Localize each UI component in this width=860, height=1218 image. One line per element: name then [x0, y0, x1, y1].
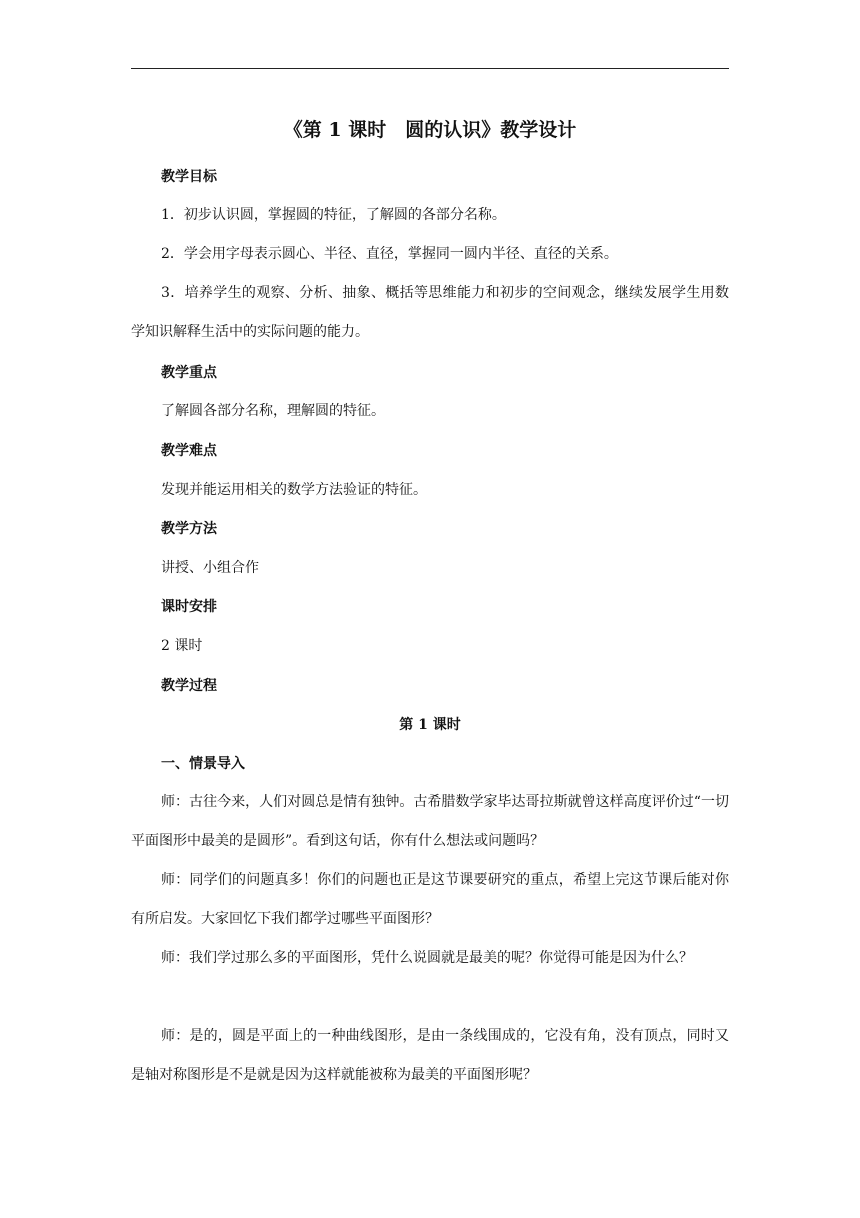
- schedule-heading: 课时安排: [161, 599, 217, 615]
- difficulty-heading: 教学难点: [161, 443, 217, 459]
- difficulty-text: 发现并能运用相关的数学方法验证的特征。: [161, 482, 427, 498]
- process-heading: 教学过程: [161, 678, 217, 694]
- objective-item: 2．学会用字母表示圆心、半径、直径，掌握同一圆内半径、直径的关系。: [161, 246, 618, 262]
- key-points-text: 了解圆各部分名称，理解圆的特征。: [161, 403, 385, 419]
- header-rule: [131, 68, 729, 69]
- objective-item: 3．培养学生的观察、分析、抽象、概括等思维能力和初步的空间观念，继续发展学生用数学知识解释生活中的实际问题的能力。: [131, 285, 729, 340]
- method-heading: 教学方法: [161, 521, 217, 537]
- dialogue-paragraph: 师：是的，圆是平面上的一种曲线图形，是由一条线围成的，它没有角，没有顶点，同时又是轴对称图形是不是就是因为这样就能被称为最美的平面图形呢？: [131, 1028, 729, 1083]
- method-text: 讲授、小组合作: [161, 560, 259, 576]
- key-points-heading: 教学重点: [161, 365, 217, 381]
- lesson-heading: 第 1 课时: [399, 717, 461, 733]
- dialogue-paragraph: 师：我们学过那么多的平面图形，凭什么说圆就是最美的呢？你觉得可能是因为什么？: [161, 950, 693, 966]
- objectives-heading: 教学目标: [161, 169, 217, 185]
- section-heading: 一、情景导入: [161, 756, 245, 772]
- objective-item: 1．初步认识圆，掌握圆的特征，了解圆的各部分名称。: [161, 207, 506, 223]
- document-title: 《第 1 课时 圆的认识》教学设计: [283, 119, 577, 141]
- dialogue-paragraph: 师：同学们的问题真多！你们的问题也正是这节课要研究的重点，希望上完这节课后能对你有所启发。大家回忆下我们都学过哪些平面图形？: [131, 872, 729, 927]
- dialogue-paragraph: 师：古往今来，人们对圆总是情有独钟。古希腊数学家毕达哥拉斯就曾这样高度评价过“一切平面图形中最美的是圆形”。看到这句话，你有什么想法或问题吗？: [131, 794, 729, 849]
- schedule-text: 2 课时: [161, 638, 203, 654]
